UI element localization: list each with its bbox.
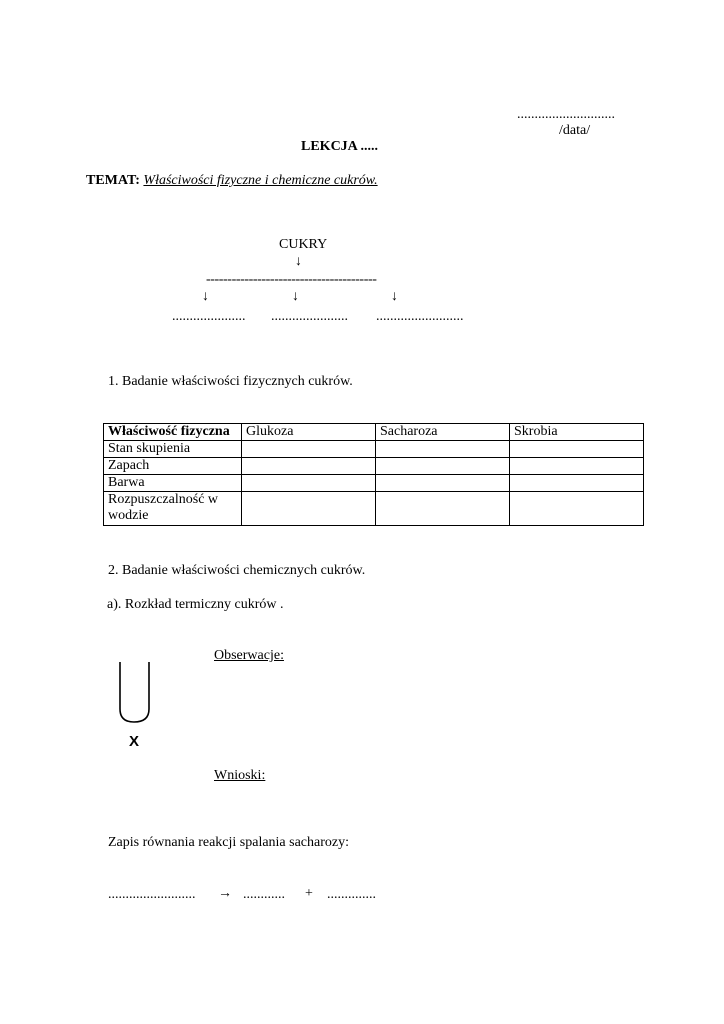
table-cell <box>510 441 644 458</box>
test-tube-icon <box>115 661 155 727</box>
table-cell <box>510 458 644 475</box>
table-cell <box>510 492 644 526</box>
down-arrow-icon: ↓ <box>295 254 302 269</box>
down-arrow-icon: ↓ <box>391 289 398 304</box>
section1-heading: 1. Badanie właściwości fizycznych cukrów. <box>108 374 353 389</box>
branch-blank-3: ......................... <box>376 309 464 324</box>
table-cell <box>376 492 510 526</box>
table-row <box>104 441 644 458</box>
observations-label: Obserwacje: <box>214 648 284 663</box>
topic-line <box>86 173 378 189</box>
date-dots: ............................ <box>517 107 615 122</box>
table-row <box>104 492 644 526</box>
table-row <box>104 458 644 475</box>
reaction-arrow-icon: → <box>218 886 232 901</box>
table-cell <box>242 475 376 492</box>
header-cell: Właściwość fizyczna <box>104 424 242 441</box>
table-cell <box>242 441 376 458</box>
header-cell: Skrobia <box>510 424 644 441</box>
row-label: Zapach <box>104 458 242 475</box>
row-label: Rozpuszczalność w wodzie <box>104 492 242 526</box>
header-cell: Sacharoza <box>376 424 510 441</box>
plus-sign: + <box>305 886 313 901</box>
properties-table <box>103 423 644 526</box>
down-arrow-icon: ↓ <box>292 289 299 304</box>
table-cell <box>376 458 510 475</box>
equation-product-1: ............ <box>243 887 285 902</box>
equation-label: Zapis równania reakcji spalania sacharozy: <box>108 835 350 850</box>
equation-product-2: .............. <box>327 887 376 902</box>
diagram-root: CUKRY <box>279 237 328 252</box>
table-cell <box>376 441 510 458</box>
row-label: Stan skupienia <box>104 441 242 458</box>
section2-heading: 2. Badanie właściwości chemicznych cukrów. <box>108 563 366 578</box>
date-label: /data/ <box>559 123 591 138</box>
branch-line: ---------------------------------------- <box>206 272 377 287</box>
header-cell: Glukoza <box>242 424 376 441</box>
table-row <box>104 475 644 492</box>
table-header-row <box>104 424 644 441</box>
tube-label: X <box>129 733 140 750</box>
topic-text: Właściwości fizyczne i chemiczne cukrów. <box>143 173 378 188</box>
down-arrow-icon: ↓ <box>202 289 209 304</box>
lesson-title: LEKCJA ..... <box>301 139 379 154</box>
conclusions-label: Wnioski: <box>214 768 266 783</box>
branch-blank-1: ..................... <box>172 309 246 324</box>
subsection-a: a). Rozkład termiczny cukrów . <box>107 597 284 612</box>
row-label: Barwa <box>104 475 242 492</box>
branch-blank-2: ...................... <box>271 309 348 324</box>
table-cell <box>376 475 510 492</box>
equation-left: ......................... <box>108 887 196 902</box>
table-cell <box>242 458 376 475</box>
table-cell <box>242 492 376 526</box>
table-cell <box>510 475 644 492</box>
topic-label: TEMAT: <box>86 173 140 188</box>
